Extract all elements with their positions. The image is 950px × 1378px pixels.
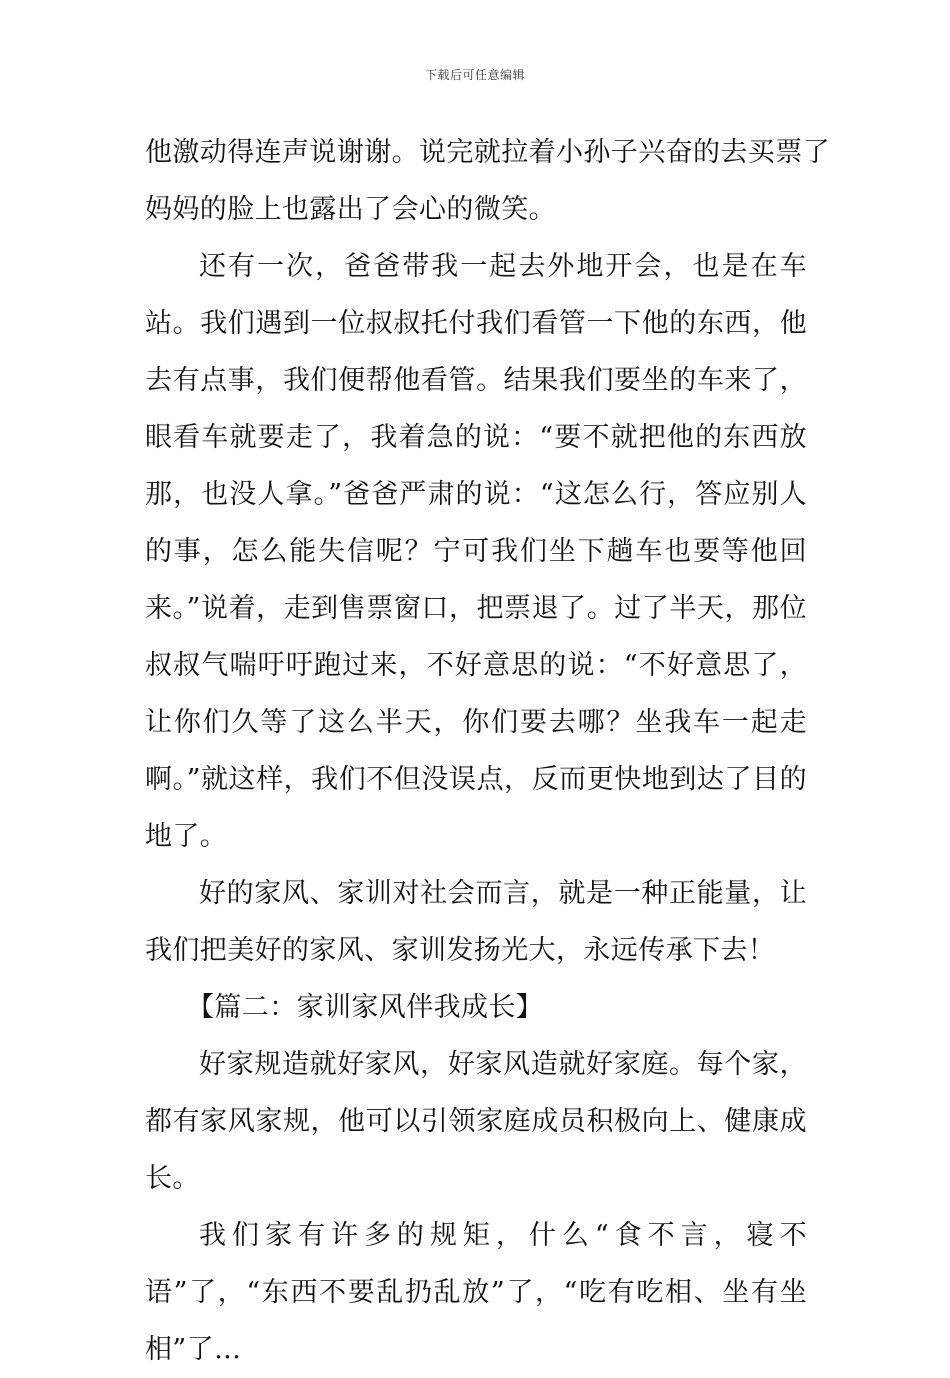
document-body [145, 124, 830, 1378]
paragraph-conclusion: 好的家风、家训对社会而言，就是一种正能量，让我们把美好的家风、家训发扬光大，永远传承下去！ [145, 878, 807, 966]
section-heading: 【篇二：家训家风伴我成长】 [187, 992, 544, 1023]
paragraph-station-story: 还有一次，爸爸带我一起去外地开会，也是在车站。我们遇到一位叔叔托付我们看管一下他的东西，他去有点事，我们便帮他看管。结果我们要坐的车来了，眼看车就要走了，我着急的说：“要不就把他的东西放那，也没人拿。”爸爸严肃的说：“这怎么行，答应别人的事，怎么能失信呢？宁可我们坐下趟车也要等他回来。”说着，走到售票窗口，把票退了。过了半天，那位叔叔气喘吁吁跑过来，不好意思的说：“不好意思了，让你们久等了这么半天，你们要去哪？坐我车一起走啊。”就这样，我们不但没误点，反而更快地到达了目的地了。 [145, 251, 807, 852]
page-header-note: 下载后可任意编辑 [424, 68, 525, 82]
text-line: 妈妈的脸上也露出了会心的微笑。 [145, 194, 556, 225]
paragraph-family-rules-intro: 好家规造就好家风，好家风造就好家庭。每个家，都有家风家规，他可以引领家庭成员积极向上、健康成长。 [145, 1049, 807, 1194]
paragraph-family-rules-list: 我们家有许多的规矩，什么“食不言，寝不语”了，“东西不要乱扔乱放”了，“吃有吃相、坐有坐相”了… [145, 1220, 807, 1365]
paragraph-continuation [145, 124, 830, 238]
text-line: 他激动得连声说谢谢。说完就拉着小孙子兴奋的去买票了 [145, 137, 830, 168]
